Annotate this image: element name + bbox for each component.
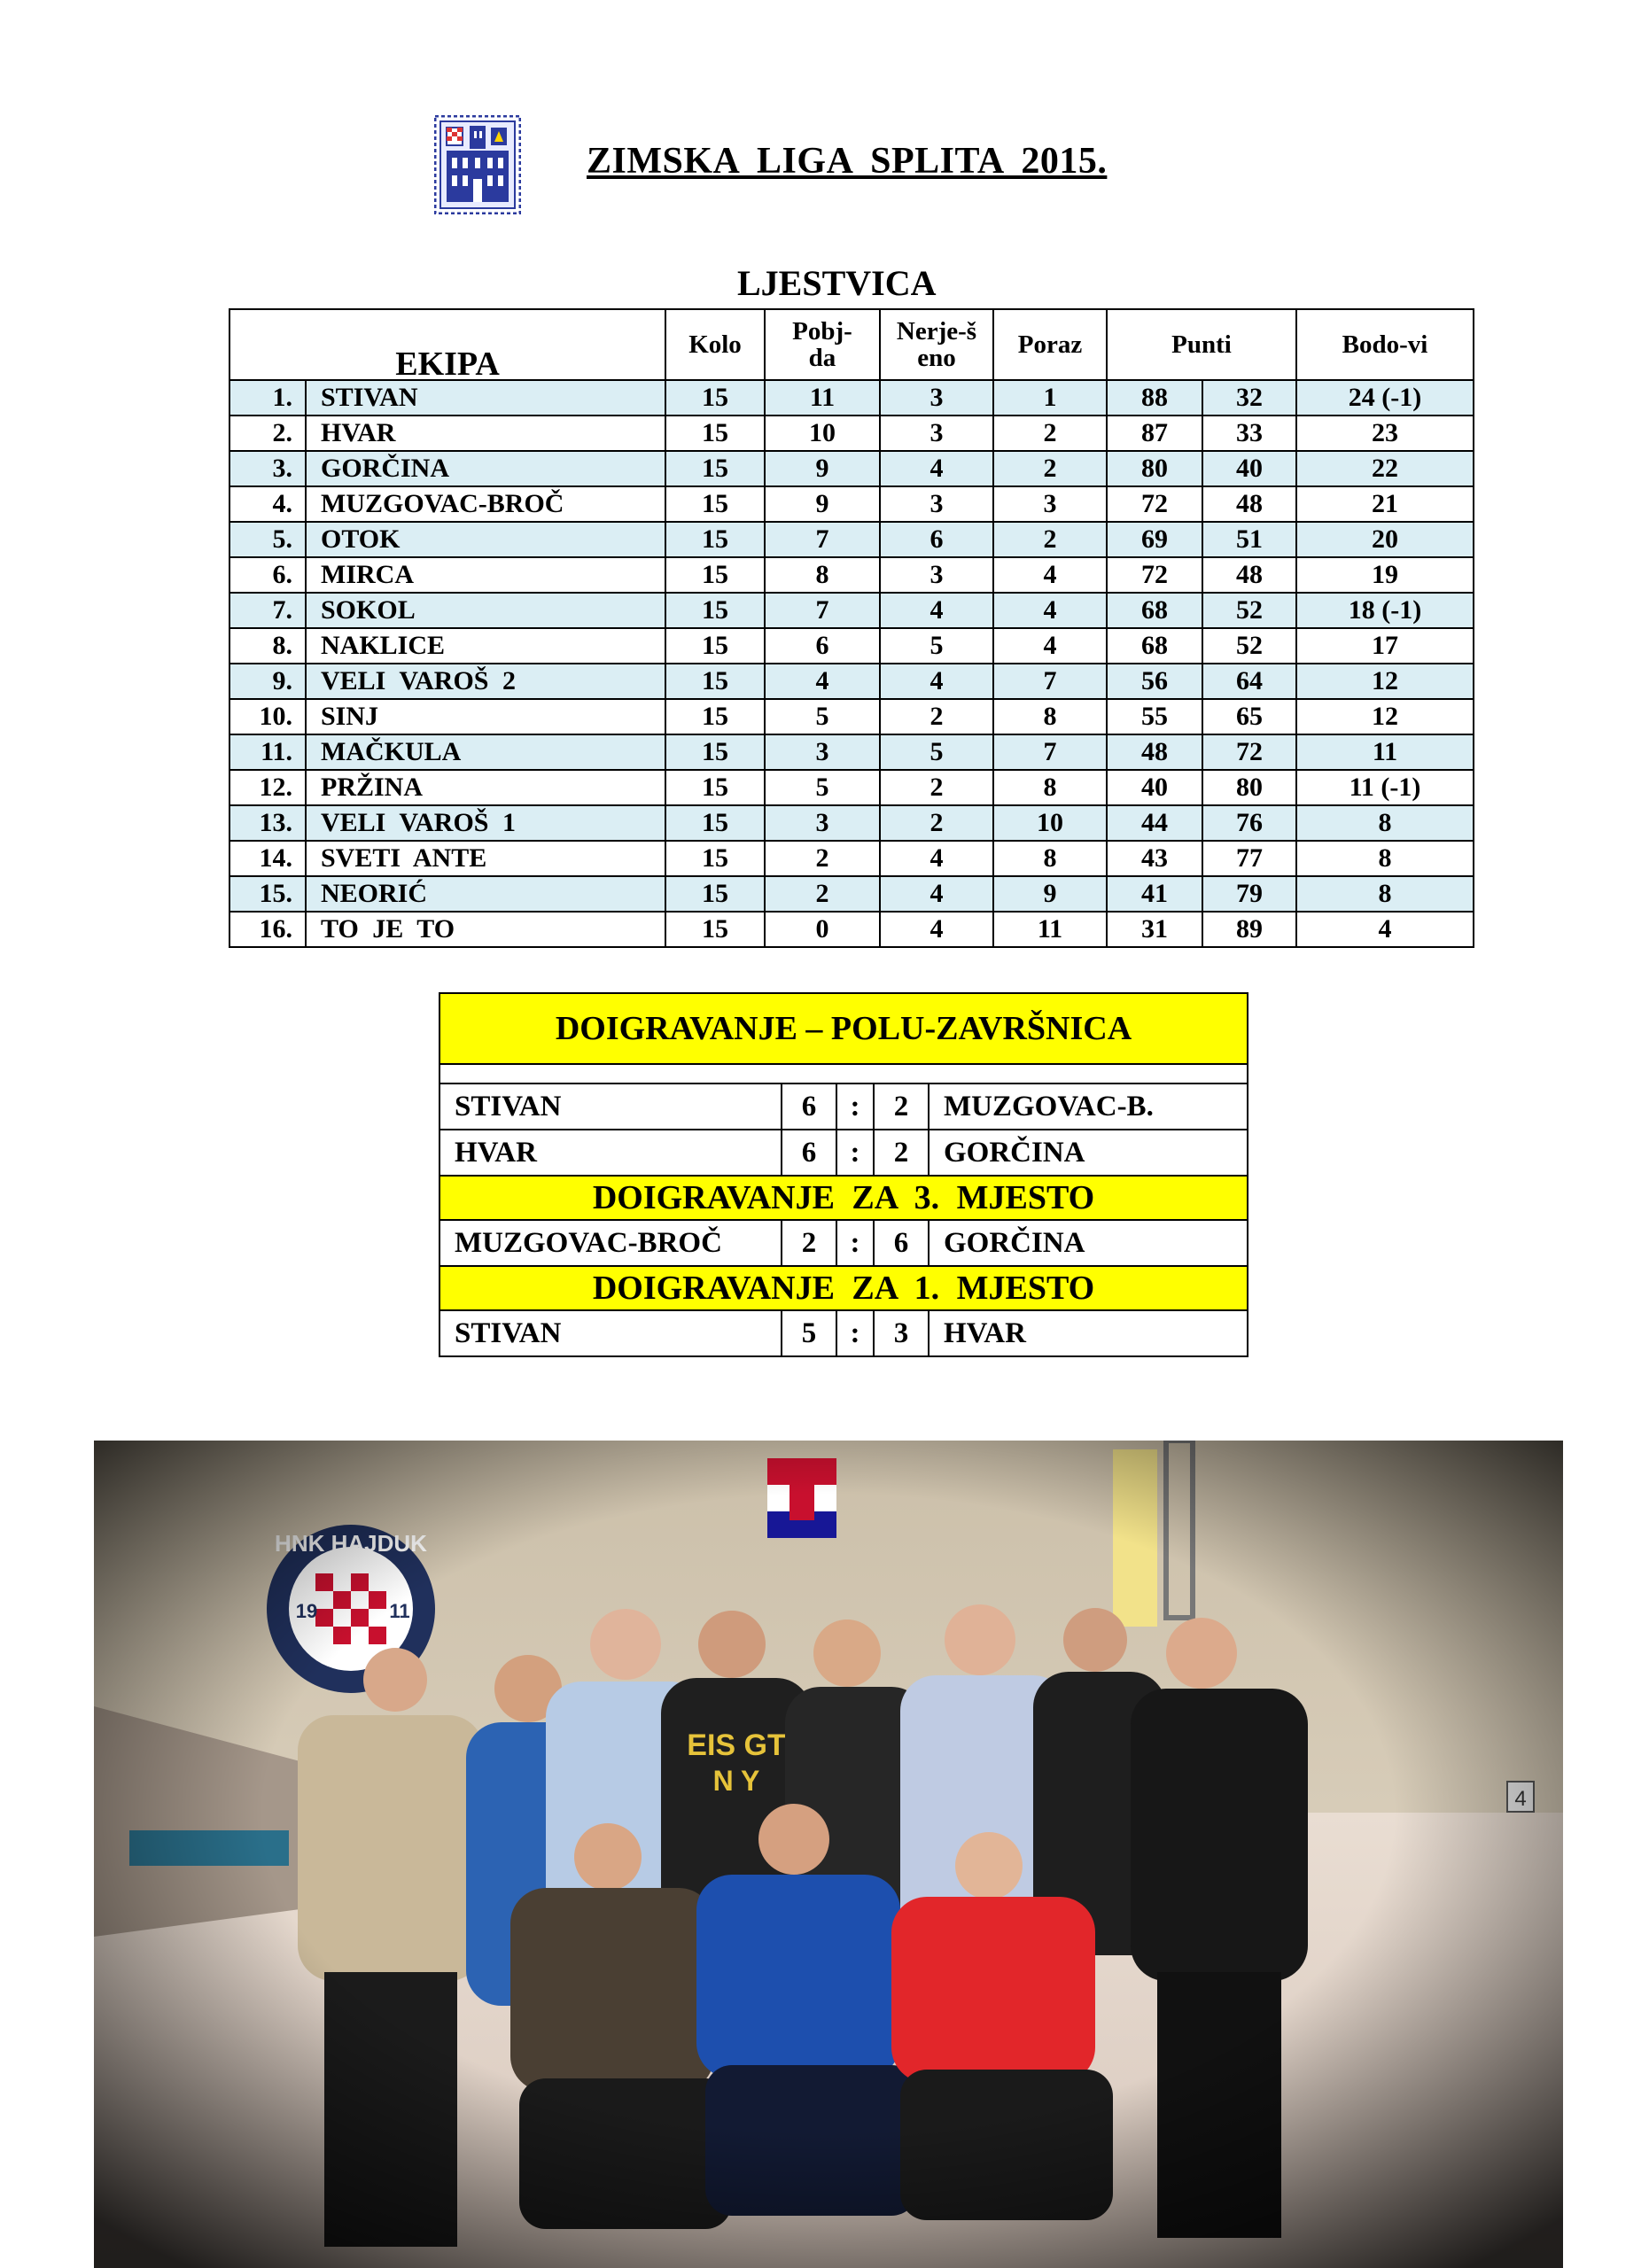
row-wins: 10 <box>765 416 880 451</box>
row-points-against: 80 <box>1202 770 1296 805</box>
row-team: MAČKULA <box>306 734 665 770</box>
table-row <box>229 416 1474 451</box>
row-rounds: 15 <box>665 664 765 699</box>
row-losses: 7 <box>993 664 1107 699</box>
row-rank: 16. <box>229 912 306 947</box>
row-rank: 3. <box>229 451 306 486</box>
row-rank: 5. <box>229 522 306 557</box>
row-team: GORČINA <box>306 451 665 486</box>
table-row <box>229 380 1474 416</box>
table-row <box>229 522 1474 557</box>
home-score: 6 <box>782 1130 836 1176</box>
playoffs-table <box>439 992 1248 1357</box>
row-points-for: 72 <box>1107 557 1202 593</box>
row-rounds: 15 <box>665 380 765 416</box>
row-team: OTOK <box>306 522 665 557</box>
row-draws: 2 <box>880 805 993 841</box>
row-points-against: 76 <box>1202 805 1296 841</box>
row-draws: 5 <box>880 734 993 770</box>
row-draws: 4 <box>880 451 993 486</box>
match-row <box>439 1220 1248 1266</box>
row-rounds: 15 <box>665 593 765 628</box>
row-points-for: 88 <box>1107 380 1202 416</box>
table-row <box>229 628 1474 664</box>
row-losses: 8 <box>993 770 1107 805</box>
row-standing-points: 18 (-1) <box>1296 593 1474 628</box>
row-standing-points: 22 <box>1296 451 1474 486</box>
row-draws: 6 <box>880 522 993 557</box>
away-team: MUZGOVAC-B. <box>929 1084 1248 1130</box>
away-team: HVAR <box>929 1310 1248 1356</box>
row-standing-points: 20 <box>1296 522 1474 557</box>
table-row <box>229 805 1474 841</box>
row-wins: 0 <box>765 912 880 947</box>
row-losses: 8 <box>993 699 1107 734</box>
row-wins: 3 <box>765 805 880 841</box>
row-wins: 7 <box>765 522 880 557</box>
match-row <box>439 1084 1248 1130</box>
score-separator: : <box>836 1310 874 1356</box>
row-points-for: 40 <box>1107 770 1202 805</box>
row-draws: 4 <box>880 876 993 912</box>
col-header-wins-label: Pobj-da <box>792 317 852 372</box>
row-draws: 3 <box>880 380 993 416</box>
row-rounds: 15 <box>665 805 765 841</box>
row-rank: 4. <box>229 486 306 522</box>
row-points-against: 79 <box>1202 876 1296 912</box>
away-score: 2 <box>874 1130 929 1176</box>
row-team: VELI VAROŠ 2 <box>306 664 665 699</box>
row-points-against: 77 <box>1202 841 1296 876</box>
score-separator: : <box>836 1220 874 1266</box>
home-score: 6 <box>782 1084 836 1130</box>
table-row <box>229 486 1474 522</box>
row-rounds: 15 <box>665 522 765 557</box>
row-rank: 2. <box>229 416 306 451</box>
row-rounds: 15 <box>665 912 765 947</box>
row-losses: 2 <box>993 451 1107 486</box>
row-points-for: 87 <box>1107 416 1202 451</box>
row-wins: 2 <box>765 876 880 912</box>
row-losses: 2 <box>993 416 1107 451</box>
col-header-standing-points: Bodo-vi <box>1296 309 1474 380</box>
row-rank: 14. <box>229 841 306 876</box>
row-losses: 7 <box>993 734 1107 770</box>
split-city-coat-of-arms-icon <box>434 115 521 214</box>
row-points-for: 56 <box>1107 664 1202 699</box>
row-draws: 3 <box>880 557 993 593</box>
row-rank: 1. <box>229 380 306 416</box>
row-team: SOKOL <box>306 593 665 628</box>
row-points-against: 48 <box>1202 557 1296 593</box>
row-team: TO JE TO <box>306 912 665 947</box>
final-title: DOIGRAVANJE ZA 1. MJESTO <box>439 1266 1248 1310</box>
row-points-against: 65 <box>1202 699 1296 734</box>
row-rounds: 15 <box>665 770 765 805</box>
row-rank: 11. <box>229 734 306 770</box>
row-team: NEORIĆ <box>306 876 665 912</box>
row-points-against: 64 <box>1202 664 1296 699</box>
home-team: STIVAN <box>439 1310 782 1356</box>
away-score: 6 <box>874 1220 929 1266</box>
row-rounds: 15 <box>665 557 765 593</box>
row-rank: 7. <box>229 593 306 628</box>
row-standing-points: 8 <box>1296 841 1474 876</box>
col-header-draws-label: Nerje-šeno <box>896 317 977 372</box>
row-standing-points: 19 <box>1296 557 1474 593</box>
row-standing-points: 21 <box>1296 486 1474 522</box>
row-rounds: 15 <box>665 451 765 486</box>
home-team: STIVAN <box>439 1084 782 1130</box>
row-rank: 10. <box>229 699 306 734</box>
row-standing-points: 8 <box>1296 876 1474 912</box>
row-points-against: 32 <box>1202 380 1296 416</box>
row-standing-points: 12 <box>1296 699 1474 734</box>
row-points-for: 41 <box>1107 876 1202 912</box>
row-team: PRŽINA <box>306 770 665 805</box>
row-rounds: 15 <box>665 876 765 912</box>
row-standing-points: 8 <box>1296 805 1474 841</box>
row-draws: 2 <box>880 699 993 734</box>
row-points-against: 72 <box>1202 734 1296 770</box>
row-rank: 6. <box>229 557 306 593</box>
table-row <box>229 699 1474 734</box>
row-standing-points: 17 <box>1296 628 1474 664</box>
home-score: 2 <box>782 1220 836 1266</box>
table-row <box>229 451 1474 486</box>
score-separator: : <box>836 1084 874 1130</box>
row-losses: 9 <box>993 876 1107 912</box>
row-team: SINJ <box>306 699 665 734</box>
page-title: ZIMSKA LIGA SPLITA 2015. <box>587 141 1108 182</box>
row-rounds: 15 <box>665 416 765 451</box>
row-draws: 4 <box>880 664 993 699</box>
row-draws: 4 <box>880 912 993 947</box>
row-losses: 2 <box>993 522 1107 557</box>
row-rounds: 15 <box>665 734 765 770</box>
row-standing-points: 12 <box>1296 664 1474 699</box>
row-rank: 12. <box>229 770 306 805</box>
row-standing-points: 23 <box>1296 416 1474 451</box>
home-team: HVAR <box>439 1130 782 1176</box>
row-points-against: 40 <box>1202 451 1296 486</box>
table-row <box>229 770 1474 805</box>
row-wins: 11 <box>765 380 880 416</box>
row-draws: 3 <box>880 486 993 522</box>
row-losses: 3 <box>993 486 1107 522</box>
col-header-points-scored: Punti <box>1107 309 1296 380</box>
row-wins: 9 <box>765 486 880 522</box>
row-draws: 4 <box>880 841 993 876</box>
row-draws: 4 <box>880 593 993 628</box>
score-separator: : <box>836 1130 874 1176</box>
col-header-team: EKIPA <box>229 309 665 380</box>
row-losses: 11 <box>993 912 1107 947</box>
row-points-for: 55 <box>1107 699 1202 734</box>
away-score: 2 <box>874 1084 929 1130</box>
team-photo <box>94 1441 1563 2268</box>
row-team: HVAR <box>306 416 665 451</box>
row-points-against: 52 <box>1202 593 1296 628</box>
row-wins: 6 <box>765 628 880 664</box>
row-rank: 8. <box>229 628 306 664</box>
row-standing-points: 24 (-1) <box>1296 380 1474 416</box>
row-points-for: 72 <box>1107 486 1202 522</box>
away-score: 3 <box>874 1310 929 1356</box>
row-losses: 4 <box>993 628 1107 664</box>
row-draws: 3 <box>880 416 993 451</box>
row-draws: 5 <box>880 628 993 664</box>
row-rounds: 15 <box>665 486 765 522</box>
row-wins: 5 <box>765 770 880 805</box>
match-row <box>439 1130 1248 1176</box>
row-losses: 4 <box>993 557 1107 593</box>
row-points-against: 33 <box>1202 416 1296 451</box>
row-rank: 15. <box>229 876 306 912</box>
spacer <box>439 1064 1248 1084</box>
row-points-for: 69 <box>1107 522 1202 557</box>
row-points-for: 44 <box>1107 805 1202 841</box>
row-wins: 4 <box>765 664 880 699</box>
row-wins: 3 <box>765 734 880 770</box>
row-wins: 2 <box>765 841 880 876</box>
col-header-rounds: Kolo <box>665 309 765 380</box>
row-points-against: 48 <box>1202 486 1296 522</box>
row-team: MIRCA <box>306 557 665 593</box>
row-losses: 8 <box>993 841 1107 876</box>
row-wins: 9 <box>765 451 880 486</box>
row-team: STIVAN <box>306 380 665 416</box>
row-points-for: 48 <box>1107 734 1202 770</box>
row-wins: 8 <box>765 557 880 593</box>
row-standing-points: 11 (-1) <box>1296 770 1474 805</box>
row-losses: 1 <box>993 380 1107 416</box>
standings-header-row <box>229 309 1474 380</box>
row-points-against: 51 <box>1202 522 1296 557</box>
row-points-for: 80 <box>1107 451 1202 486</box>
standings-subtitle: LJESTVICA <box>737 263 937 303</box>
row-points-for: 68 <box>1107 593 1202 628</box>
row-points-against: 89 <box>1202 912 1296 947</box>
row-rank: 13. <box>229 805 306 841</box>
row-team: MUZGOVAC-BROČ <box>306 486 665 522</box>
row-rounds: 15 <box>665 628 765 664</box>
table-row <box>229 876 1474 912</box>
row-points-for: 31 <box>1107 912 1202 947</box>
row-points-for: 68 <box>1107 628 1202 664</box>
row-points-for: 43 <box>1107 841 1202 876</box>
semifinal-title: DOIGRAVANJE – POLU-ZAVRŠNICA <box>439 993 1248 1064</box>
match-row <box>439 1310 1248 1356</box>
table-row <box>229 593 1474 628</box>
row-team: SVETI ANTE <box>306 841 665 876</box>
col-header-draws <box>880 309 993 380</box>
col-header-wins <box>765 309 880 380</box>
row-rank: 9. <box>229 664 306 699</box>
row-standing-points: 4 <box>1296 912 1474 947</box>
row-points-against: 52 <box>1202 628 1296 664</box>
row-wins: 7 <box>765 593 880 628</box>
row-team: NAKLICE <box>306 628 665 664</box>
row-wins: 5 <box>765 699 880 734</box>
standings-table <box>229 308 1474 948</box>
row-draws: 2 <box>880 770 993 805</box>
table-row <box>229 912 1474 947</box>
home-score: 5 <box>782 1310 836 1356</box>
col-header-losses: Poraz <box>993 309 1107 380</box>
third-place-title: DOIGRAVANJE ZA 3. MJESTO <box>439 1176 1248 1220</box>
row-team: VELI VAROŠ 1 <box>306 805 665 841</box>
row-rounds: 15 <box>665 841 765 876</box>
row-losses: 4 <box>993 593 1107 628</box>
table-row <box>229 664 1474 699</box>
table-row <box>229 557 1474 593</box>
row-rounds: 15 <box>665 699 765 734</box>
away-team: GORČINA <box>929 1220 1248 1266</box>
row-standing-points: 11 <box>1296 734 1474 770</box>
home-team: MUZGOVAC-BROČ <box>439 1220 782 1266</box>
row-losses: 10 <box>993 805 1107 841</box>
table-row <box>229 841 1474 876</box>
away-team: GORČINA <box>929 1130 1248 1176</box>
table-row <box>229 734 1474 770</box>
